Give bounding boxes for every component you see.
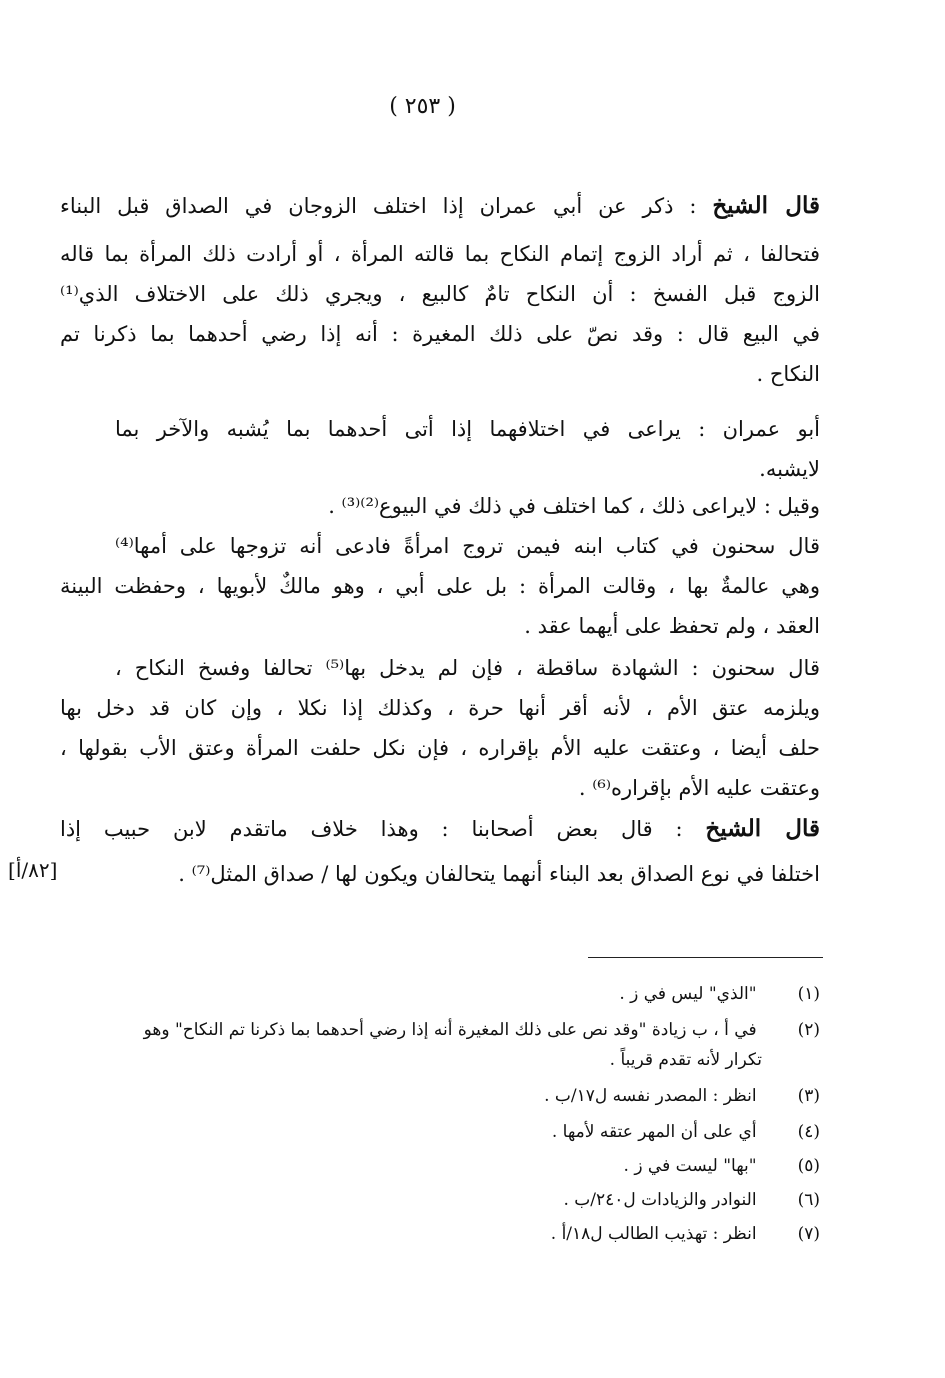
footnote-number: (٦) (797, 1190, 820, 1210)
paragraph-5-line-3: حلف أيضا ، وعتقت عليه الأم بإقراره ، فإن نكل حلفت المرأة وعتق الأب بقولها ، (60, 736, 820, 760)
line-text: : ذكر عن أبي عمران إذا اختلف الزوجان في الصداق قبل البناء (60, 194, 713, 218)
paragraph-5-line-1: قال سحنون : الشهادة ساقطة ، فإن لم يدخل بها⁽⁵⁾ تحالفا وفسخ النكاح ، (115, 656, 820, 680)
paragraph-1-line-3: الزوج قبل الفسخ : أن النكاح تامٌ كالبيع ، ويجري ذلك على الاختلاف الذي⁽¹⁾ (60, 282, 820, 306)
footnote-2-continuation: تكرار لأنه تقدم قريباً . (609, 1050, 762, 1070)
paragraph-4-line-2: وهي عالمةٌ بها ، وقالت المرأة : بل على أبي ، وهو مالكٌ لأبويها ، وحفظت البينة (60, 574, 820, 598)
manuscript-folio-reference: [٨٢/أ] (8, 858, 58, 882)
footnote-number: (٣) (797, 1086, 820, 1106)
paragraph-6-line-2: اختلفا في نوع الصداق بعد البناء أنهما يتحالفان ويكون لها / صداق المثل⁽⁷⁾ . (178, 862, 820, 886)
paragraph-1-line-1 (60, 182, 820, 230)
paragraph-1-line-5: النكاح . (756, 362, 820, 386)
footnote-number: (١) (797, 984, 820, 1004)
footnote-text: النوادر والزيادات ل٢٤٠/ب . (563, 1190, 757, 1210)
footnote-number: (٤) (797, 1122, 820, 1142)
footnote-number: (٧) (797, 1224, 820, 1244)
footnote-3 (60, 1084, 820, 1108)
paragraph-2-line-1: أبو عمران : يراعى في اختلافهما إذا أتى أحدهما بما يُشبه والآخر بما (115, 417, 820, 441)
footnote-text: أي على أن المهر عتقه لأمها . (551, 1122, 757, 1142)
footnote-2 (60, 1018, 820, 1042)
paragraph-2-line-2: لايشبه. (759, 457, 820, 481)
paragraph-4-line-1: قال سحنون في كتاب ابنه فيمن تروج امرأةً فادعى أنه تزوجها على أمها⁽⁴⁾ (115, 534, 820, 558)
paragraph-5-line-2: ويلزمه عتق الأم ، لأنه أقر أنها حرة ، وكذلك إذا نكلا ، وإن كان قد دخل بها (60, 696, 820, 720)
paragraph-6-line-1 (60, 805, 820, 853)
footnote-text: في أ ، ب زيادة "وقد نص على ذلك المغيرة أنه إذا رضي أحدهما بما ذكرنا تم النكاح" وهو (143, 1020, 757, 1040)
paragraph-3: وقيل : لايراعى ذلك ، كما اختلف في ذلك في البيوع⁽²⁾⁽³⁾ . (328, 494, 820, 518)
paragraph-4-line-3: العقد ، ولم تحفظ على أيهما عقد . (524, 614, 820, 638)
footnote-text: "الذي" ليس في ز . (619, 984, 757, 1004)
paragraph-1-line-4: في البيع قال : وقد نصّ على ذلك المغيرة : أنه إذا رضي أحدهما بما ذكرنا تم (60, 322, 820, 346)
footnote-number: (٥) (797, 1156, 820, 1176)
page-number: ( ٢٥٣ ) (389, 94, 456, 119)
line-text: : قال بعض أصحابنا : وهذا خلاف ماتقدم لابن حبيب إذا (60, 817, 706, 841)
speaker-label: قال الشيخ (712, 192, 820, 219)
footnote-5 (60, 1154, 820, 1178)
paragraph-5-line-4: وعتقت عليه الأم بإقراره⁽⁶⁾ . (578, 776, 820, 800)
footnote-4 (60, 1120, 820, 1144)
footnote-7 (60, 1222, 820, 1246)
footnote-text: انظر : تهذيب الطالب ل١٨/أ . (550, 1224, 757, 1244)
paragraph-1-line-2: فتحالفا ، ثم أراد الزوج إتمام النكاح بما قالته المرأة ، أو أرادت ذلك المرأة بما قاله (60, 242, 820, 266)
footnote-text: "بها" ليست في ز . (623, 1156, 757, 1176)
footnote-text: انظر : المصدر نفسه ل١٧/ب . (544, 1086, 757, 1106)
footnote-number: (٢) (797, 1020, 820, 1040)
footnote-separator (588, 957, 823, 958)
footnote-6 (60, 1188, 820, 1212)
speaker-label: قال الشيخ (705, 815, 820, 842)
footnote-1 (60, 982, 820, 1006)
